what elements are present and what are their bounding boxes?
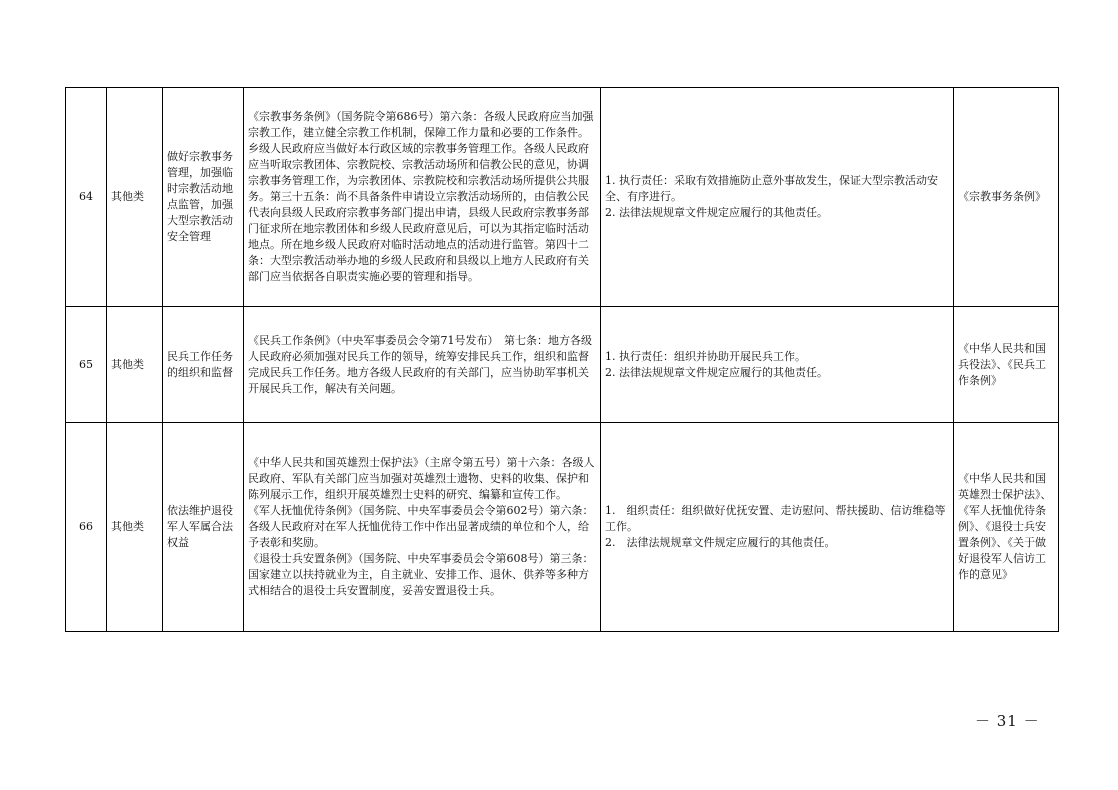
responsibility-cell: 1. 组织责任：组织做好优抚安置、走访慰问、帮扶援助、信访维稳等工作。 2. 法律法规规章文件规定应履行的其他责任。 [601,423,954,632]
row-number: 65 [66,307,107,423]
item-cell: 做好宗教事务管理，加强临时宗教活动地点监管，加强大型宗教活动安全管理 [163,88,244,307]
duty-list-table [65,87,1059,632]
item-cell: 依法维护退役军人军属合法权益 [163,423,244,632]
item-cell: 民兵工作任务的组织和监督 [163,307,244,423]
table-row [66,307,1059,423]
table-row [66,423,1059,632]
law-reference-cell: 《中华人民共和国英雄烈士保护法》、《军人抚恤优待条例》、《退役士兵安置条例》、《关于做好退役军人信访工作的意见》 [954,423,1059,632]
legal-basis-cell: 《宗教事务条例》（国务院令第686号）第六条：各级人民政府应当加强宗教工作，建立健全宗教工作机制，保障工作力量和必要的工作条件。乡级人民政府应当做好本行政区域的宗教事务管理工作。各级人民政府应当听取宗教团体、宗教院校、宗教活动场所和信教公民的意见，协调宗教事务管理工作，为宗教团体、宗教院校和宗教活动场所提供公共服务。第三十五条：尚不具备条件申请设立宗教活动场所的，由信教公民代表向县级人民政府宗教事务部门提出申请，县级人民政府宗教事务部门征求所在地宗教团体和乡级人民政府意见后，可以为其指定临时活动地点。所在地乡级人民政府对临时活动地点的活动进行监管。第四十二条：大型宗教活动举办地的乡级人民政府和县级以上地方人民政府有关部门应当依据各自职责实施必要的管理和指导。 [244,88,601,307]
category-cell: 其他类 [107,307,163,423]
table-row [66,88,1059,307]
responsibility-cell: 1. 执行责任：组织并协助开展民兵工作。 2. 法律法规规章文件规定应履行的其他责任。 [601,307,954,423]
legal-basis-cell: 《中华人民共和国英雄烈士保护法》（主席令第五号）第十六条：各级人民政府、军队有关部门应当加强对英雄烈士遗物、史料的收集、保护和陈列展示工作，组织开展英雄烈士史料的研究、编纂和宣传工作。 《军人抚恤优待条例》（国务院、中央军事委员会令第602号）第六条：各级人民政府对在军人抚恤优待工作中作出显著成绩的单位和个人，给予表彰和奖励。 《退役士兵安置条例》（国务院、中央军事委员会令第608号）第三条：国家建立以扶持就业为主，自主就业、安排工作、退休、供养等多种方式相结合的退役士兵安置制度，妥善安置退役士兵。 [244,423,601,632]
page-number: － 31 － [975,712,1040,730]
row-number: 64 [66,88,107,307]
law-reference-cell: 《宗教事务条例》 [954,88,1059,307]
row-number: 66 [66,423,107,632]
legal-basis-cell: 《民兵工作条例》（中央军事委员会令第71号发布） 第七条：地方各级人民政府必须加强对民兵工作的领导，统筹安排民兵工作，组织和监督完成民兵工作任务。地方各级人民政府的有关部门，应当协助军事机关开展民兵工作，解决有关问题。 [244,307,601,423]
category-cell: 其他类 [107,423,163,632]
category-cell: 其他类 [107,88,163,307]
law-reference-cell: 《中华人民共和国兵役法》、《民兵工作条例》 [954,307,1059,423]
responsibility-cell: 1. 执行责任：采取有效措施防止意外事故发生，保证大型宗教活动安全、有序进行。 2. 法律法规规章文件规定应履行的其他责任。 [601,88,954,307]
